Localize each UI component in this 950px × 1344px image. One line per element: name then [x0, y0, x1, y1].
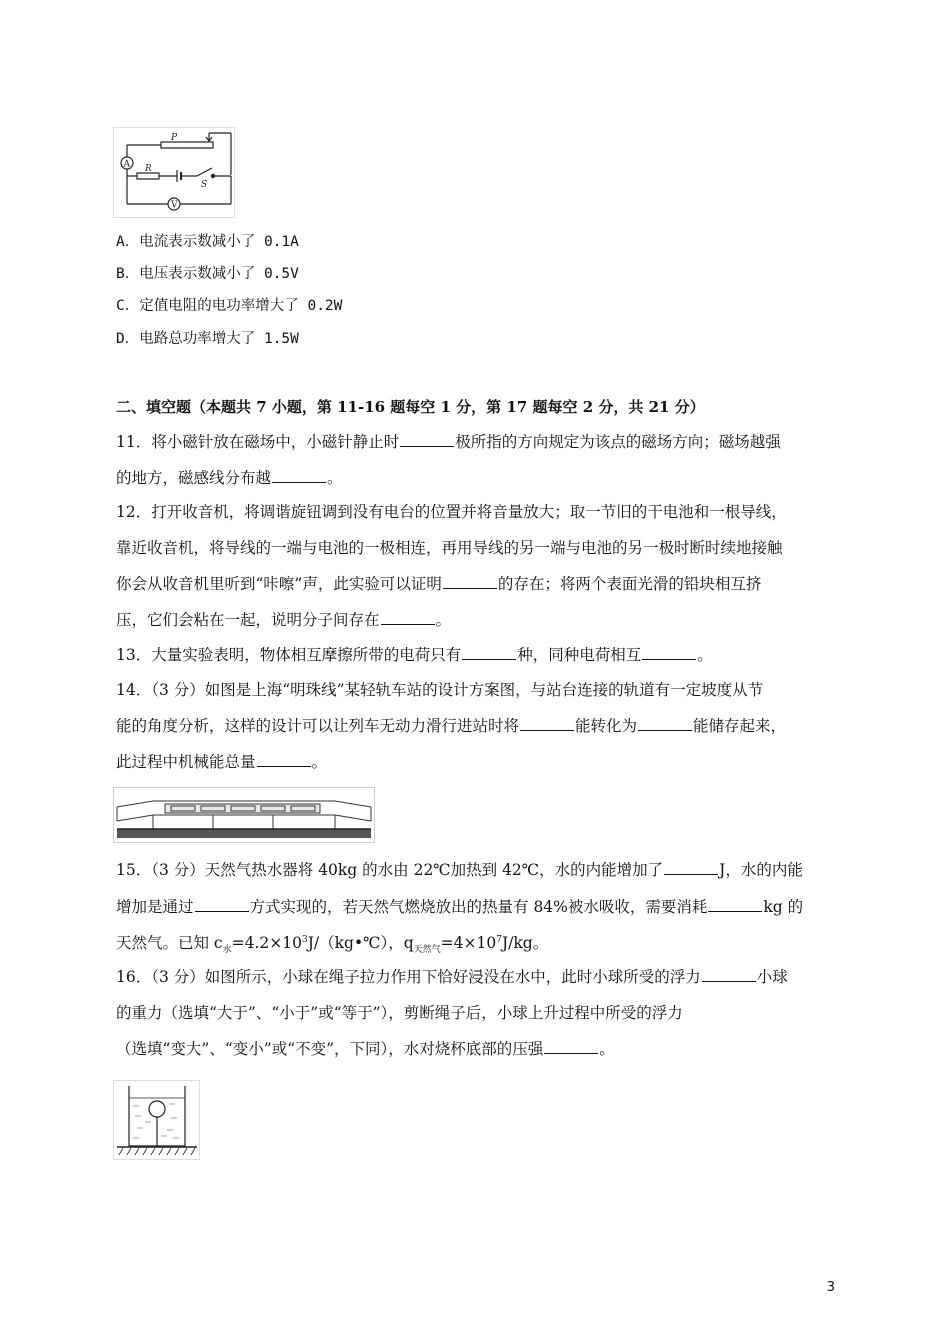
q12-line4 — [116, 608, 451, 630]
q12-text: 的存在；将两个表面光滑的铅块相互挤 — [497, 575, 762, 593]
q16-line3 — [116, 1037, 615, 1059]
answer-blank[interactable] — [257, 765, 311, 767]
q15-superscript: 3 — [301, 934, 308, 945]
option-d: D．电路总功率增大了 1.5W — [116, 331, 299, 347]
ammeter-label: A — [123, 159, 130, 170]
switch-label: S — [201, 180, 208, 190]
q15-text: J/kg。 — [501, 934, 549, 952]
option-c: C．定值电阻的电功率增大了 0.2W — [116, 298, 343, 314]
slider-label: P — [171, 133, 178, 143]
q15-text: kg 的 — [763, 898, 804, 916]
q16-line2: 的重力（选填“大于”、“小于”或“等于”），剪断绳子后，小球上升过程中所受的浮力 — [116, 1004, 683, 1022]
q16-text: （选填“变大”、“变小”或“不变”，下同），水对烧杯底部的压强 — [116, 1040, 544, 1058]
q15-superscript: 7 — [496, 934, 502, 945]
answer-blank[interactable] — [708, 910, 762, 912]
section-title: 二、填空题（本题共 7 小题，第 11-16 题每空 1 分，第 17 题每空 2 分，共 21 分） — [116, 398, 705, 416]
page-number: 3 — [826, 1280, 835, 1295]
q12-text: 压，它们会粘在一起，说明分子间存在 — [116, 611, 380, 629]
q14-line2 — [116, 714, 786, 736]
q14-text: 能的角度分析，这样的设计可以让列车无动力滑行进站时将 — [116, 717, 520, 735]
beaker-diagram — [113, 1080, 200, 1160]
answer-blank[interactable] — [664, 873, 718, 875]
q12-text: 。 — [435, 611, 452, 629]
q13-text: 种，同种电荷相互 — [517, 646, 642, 664]
option-a: A．电流表示数减小了 0.1A — [116, 234, 299, 250]
q15-text: =4×10 — [440, 934, 497, 952]
q14-text: 能转化为 — [575, 717, 638, 735]
answer-blank[interactable] — [520, 729, 574, 731]
circuit-diagram — [113, 127, 235, 218]
q15-line2 — [116, 895, 803, 917]
q11-text: 11．将小磁针放在磁场中，小磁针静止时 — [116, 433, 400, 451]
answer-blank[interactable] — [443, 587, 497, 589]
q15-line1 — [116, 858, 803, 880]
q13-text: 。 — [697, 646, 713, 664]
answer-blank[interactable] — [638, 729, 692, 731]
q16-line1 — [116, 965, 788, 987]
q14-text: 能储存起来， — [693, 717, 787, 735]
voltmeter-label: V — [171, 200, 178, 211]
q15-line3 — [116, 931, 548, 955]
station-diagram — [113, 787, 375, 843]
q11-line1 — [116, 430, 781, 452]
q15-subscript: 天然气 — [413, 945, 441, 956]
q14-line3 — [116, 750, 327, 772]
q12-line2: 靠近收音机，将导线的一端与电池的一极相连，再用导线的另一端与电池的另一极时断时续地接触 — [116, 539, 783, 557]
q15-text: J，水的内能 — [719, 861, 803, 879]
q14-text: 。 — [311, 753, 328, 771]
q13-text: 13．大量实验表明，物体相互摩擦所带的电荷只有 — [116, 646, 462, 664]
answer-blank[interactable] — [381, 623, 435, 625]
option-b: B．电压表示数减小了 0.5V — [116, 266, 299, 282]
q16-text: 。 — [599, 1040, 615, 1058]
resistor-label: R — [145, 164, 152, 174]
q15-text: 增加是通过 — [116, 898, 194, 916]
q15-text: 天然气。已知 c — [116, 934, 223, 952]
q14-line1: 14．（3 分）如图是上海“明珠线”某轻轨车站的设计方案图，与站台连接的轨道有一定坡度从节 — [116, 681, 764, 699]
answer-blank[interactable] — [195, 910, 249, 912]
answer-blank[interactable] — [462, 658, 516, 660]
answer-blank[interactable] — [642, 658, 696, 660]
answer-blank[interactable] — [702, 980, 756, 982]
q11-text: 极所指的方向规定为该点的磁场方向；磁场越强 — [455, 433, 781, 451]
q15-text: J/（kg•℃），q — [307, 934, 414, 952]
q12-line3 — [116, 572, 761, 594]
q13-line1 — [116, 643, 713, 665]
answer-blank[interactable] — [400, 445, 454, 447]
answer-blank[interactable] — [544, 1052, 598, 1054]
q11-line2 — [116, 466, 343, 488]
q15-subscript: 水 — [222, 945, 232, 956]
q15-text: 方式实现的，若天然气燃烧放出的热量有 84%被水吸收，需要消耗 — [249, 898, 708, 916]
q14-text: 此过程中机械能总量 — [116, 753, 256, 771]
q15-text: 15．（3 分）天然气热水器将 40kg 的水由 22℃加热到 42℃，水的内能增加了 — [116, 861, 664, 879]
q11-text: 的地方，磁感线分布越 — [116, 469, 272, 487]
answer-blank[interactable] — [272, 481, 326, 483]
q16-text: 小球 — [756, 968, 788, 986]
q16-text: 16．（3 分）如图所示，小球在绳子拉力作用下恰好浸没在水中，此时小球所受的浮力 — [116, 968, 701, 986]
q12-line1: 12．打开收音机，将调谐旋钮调到没有电台的位置并将音量放大；取一节旧的干电池和一根导线， — [116, 503, 787, 521]
q11-text: 。 — [327, 469, 343, 487]
q12-text: 你会从收音机里听到“咔嚓”声，此实验可以证明 — [116, 575, 442, 593]
q15-text: =4.2×10 — [231, 934, 302, 952]
